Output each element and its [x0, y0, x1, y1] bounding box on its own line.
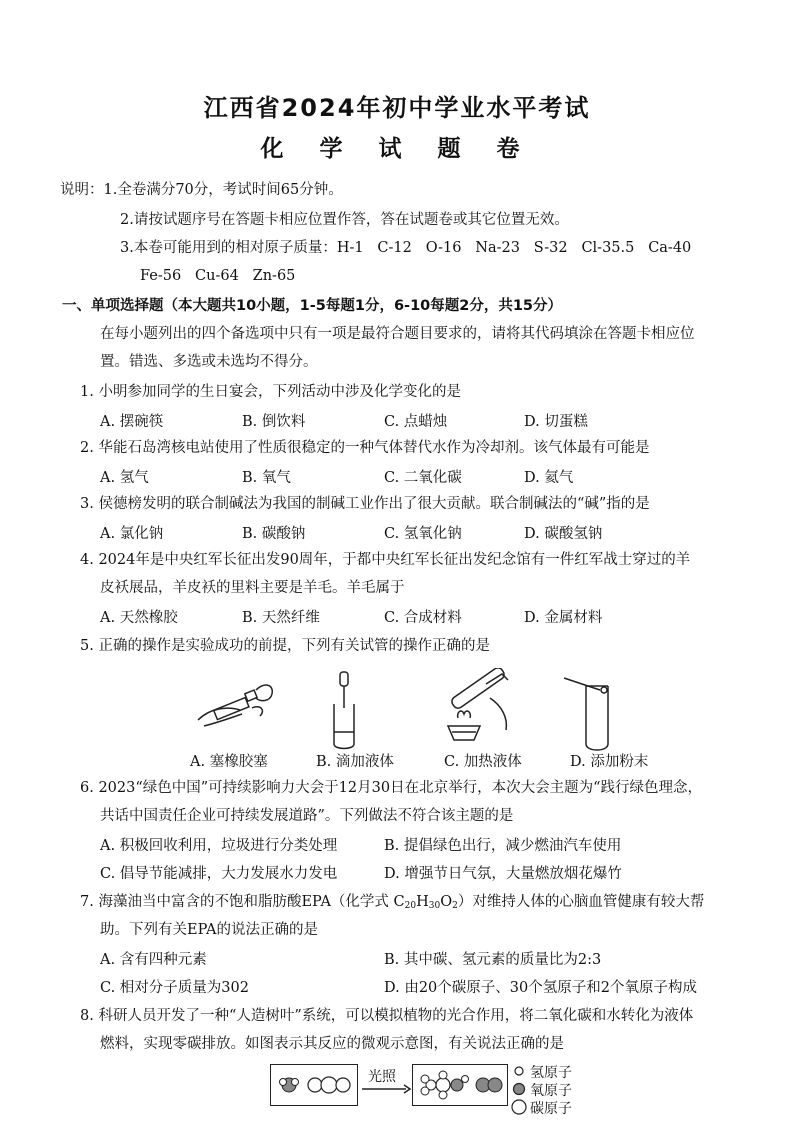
q7-option-c: C. 相对分子质量为302 [100, 980, 249, 996]
section-intro-2: 置。错选、多选或未选均不得分。 [100, 354, 318, 370]
q5-figures [190, 668, 610, 752]
q4-stem-2: 皮袄展品，羊皮袄的里料主要是羊毛。羊毛属于 [100, 580, 405, 596]
note-1: 1.全卷满分70分，考试时间65分钟。 [103, 182, 343, 198]
q2-option-d: D. 氦气 [524, 470, 574, 486]
q2-option-a: A. 氢气 [100, 470, 149, 486]
q2-stem: 2. 华能石岛湾核电站使用了性质很稳定的一种气体替代水作为冷却剂。该气体最有可能是 [80, 440, 650, 456]
section-intro-1: 在每小题列出的四个备选项中只有一项是最符合题目要求的，请将其代码填涂在答题卡相应位 [100, 326, 695, 342]
q7-carbon-count: 20 [404, 901, 417, 911]
q4-option-c: C. 合成材料 [384, 610, 462, 626]
reactant-molecules-icon [271, 1065, 357, 1105]
q7-stem-2: 助。下列有关EPA的说法正确的是 [100, 922, 318, 938]
q6-option-c: C. 倡导节能减排，大力发展水力发电 [100, 866, 338, 882]
q4-stem-1: 4. 2024年是中央红军长征出发90周年，于都中央红军长征出发纪念馆有一件红军战士穿过的羊 [80, 552, 691, 568]
q4-option-b: B. 天然纤维 [242, 610, 320, 626]
notes-line-1 [60, 180, 343, 200]
figure-b-dropper-icon [334, 672, 354, 749]
q8-stem-1: 8. 科研人员开发了一种“人造树叶”系统，可以模拟植物的光合作用，将二氧化碳和水转化为液体 [80, 1008, 694, 1024]
q7-hydrogen-count: 30 [428, 901, 441, 911]
q6-option-a: A. 积极回收利用，垃圾进行分类处理 [100, 838, 338, 854]
legend-hydrogen: 氢原子 [530, 1065, 572, 1081]
reactants-box [270, 1064, 358, 1106]
q7-hydrogen-symbol: H [416, 894, 429, 910]
q7-option-a: A. 含有四种元素 [100, 952, 207, 968]
q5-option-b: B. 滴加液体 [316, 754, 394, 770]
q7-stem-text-a: 7. 海藻油当中富含的不饱和脂肪酸EPA（化学式 C [80, 894, 405, 910]
figure-d-powder-icon [564, 678, 608, 750]
q5-option-a: A. 塞橡胶塞 [190, 754, 268, 770]
note-3: 3.本卷可能用到的相对原子质量：H-1 C-12 O-16 Na-23 S-32 Cl-35.5 Ca-40 [120, 240, 692, 256]
exam-subtitle: 化 学 试 题 卷 [260, 136, 534, 162]
q6-stem-2: 共话中国责任企业可持续发展道路”。下列做法不符合该主题的是 [100, 808, 514, 824]
section-heading: 一、单项选择题（本大题共10小题，1-5每题1分，6-10每题2分，共15分） [62, 298, 563, 314]
q4-option-d: D. 金属材料 [524, 610, 603, 626]
q7-oxygen-symbol: O [440, 894, 453, 910]
q3-option-b: B. 碳酸钠 [242, 526, 306, 542]
q6-option-d: D. 增强节日气氛，大量燃放烟花爆竹 [384, 866, 622, 882]
q5-stem: 5. 正确的操作是实验成功的前提，下列有关试管的操作正确的是 [80, 638, 490, 654]
q3-option-c: C. 氢氧化钠 [384, 526, 462, 542]
oxygen-atom-icon [512, 1082, 526, 1096]
q1-option-c: C. 点蜡烛 [384, 414, 448, 430]
q7-option-d: D. 由20个碳原子、30个氢原子和2个氧原子构成 [384, 980, 697, 996]
note-2: 2.请按试题序号在答题卡相应位置作答，答在试题卷或其它位置无效。 [120, 212, 569, 228]
q7-option-b: B. 其中碳、氢元素的质量比为2:3 [384, 952, 602, 968]
q3-option-a: A. 氯化钠 [100, 526, 164, 542]
q7-stem-text-b: ）对维持人体的心脑血管健康有较大帮 [457, 894, 705, 910]
q5-option-d: D. 添加粉末 [570, 754, 649, 770]
q3-option-d: D. 碳酸氢钠 [524, 526, 603, 542]
q2-option-c: C. 二氧化碳 [384, 470, 462, 486]
q1-stem: 1. 小明参加同学的生日宴会，下列活动中涉及化学变化的是 [80, 384, 461, 400]
note-3-continued: Fe-56 Cu-64 Zn-65 [140, 268, 296, 284]
legend-carbon: 碳原子 [530, 1101, 572, 1117]
figure-a-stopper-icon [198, 685, 272, 726]
products-box [412, 1064, 508, 1106]
q1-option-d: D. 切蛋糕 [524, 414, 588, 430]
q1-option-a: A. 摆碗筷 [100, 414, 164, 430]
q5-option-c: C. 加热液体 [444, 754, 522, 770]
q3-stem: 3. 侯德榜发明的联合制碱法为我国的制碱工业作出了很大贡献。联合制碱法的“碱”指的是 [80, 496, 650, 512]
q7-stem-1 [80, 892, 704, 916]
carbon-atom-icon [510, 1098, 528, 1116]
hydrogen-atom-icon [512, 1064, 526, 1078]
q1-option-b: B. 倒饮料 [242, 414, 306, 430]
q2-option-b: B. 氧气 [242, 470, 291, 486]
figure-c-heating-icon [448, 668, 508, 740]
q7-oxygen-count: 2 [452, 901, 458, 911]
q8-stem-2: 燃料，实现零碳排放。如图表示其反应的微观示意图，有关说法正确的是 [100, 1036, 564, 1052]
arrow-label: 光照 [368, 1069, 396, 1085]
reaction-arrow-icon [360, 1084, 412, 1094]
q4-option-a: A. 天然橡胶 [100, 610, 178, 626]
legend-oxygen: 氧原子 [530, 1083, 572, 1099]
product-molecules-icon [413, 1065, 507, 1105]
exam-title: 江西省2024年初中学业水平考试 [203, 94, 591, 122]
q6-option-b: B. 提倡绿色出行，减少燃油汽车使用 [384, 838, 622, 854]
notes-label: 说明： [60, 182, 104, 198]
q6-stem-1: 6. 2023“绿色中国”可持续影响力大会于12月30日在北京举行，本次大会主题为“践行绿色理念， [80, 780, 702, 796]
